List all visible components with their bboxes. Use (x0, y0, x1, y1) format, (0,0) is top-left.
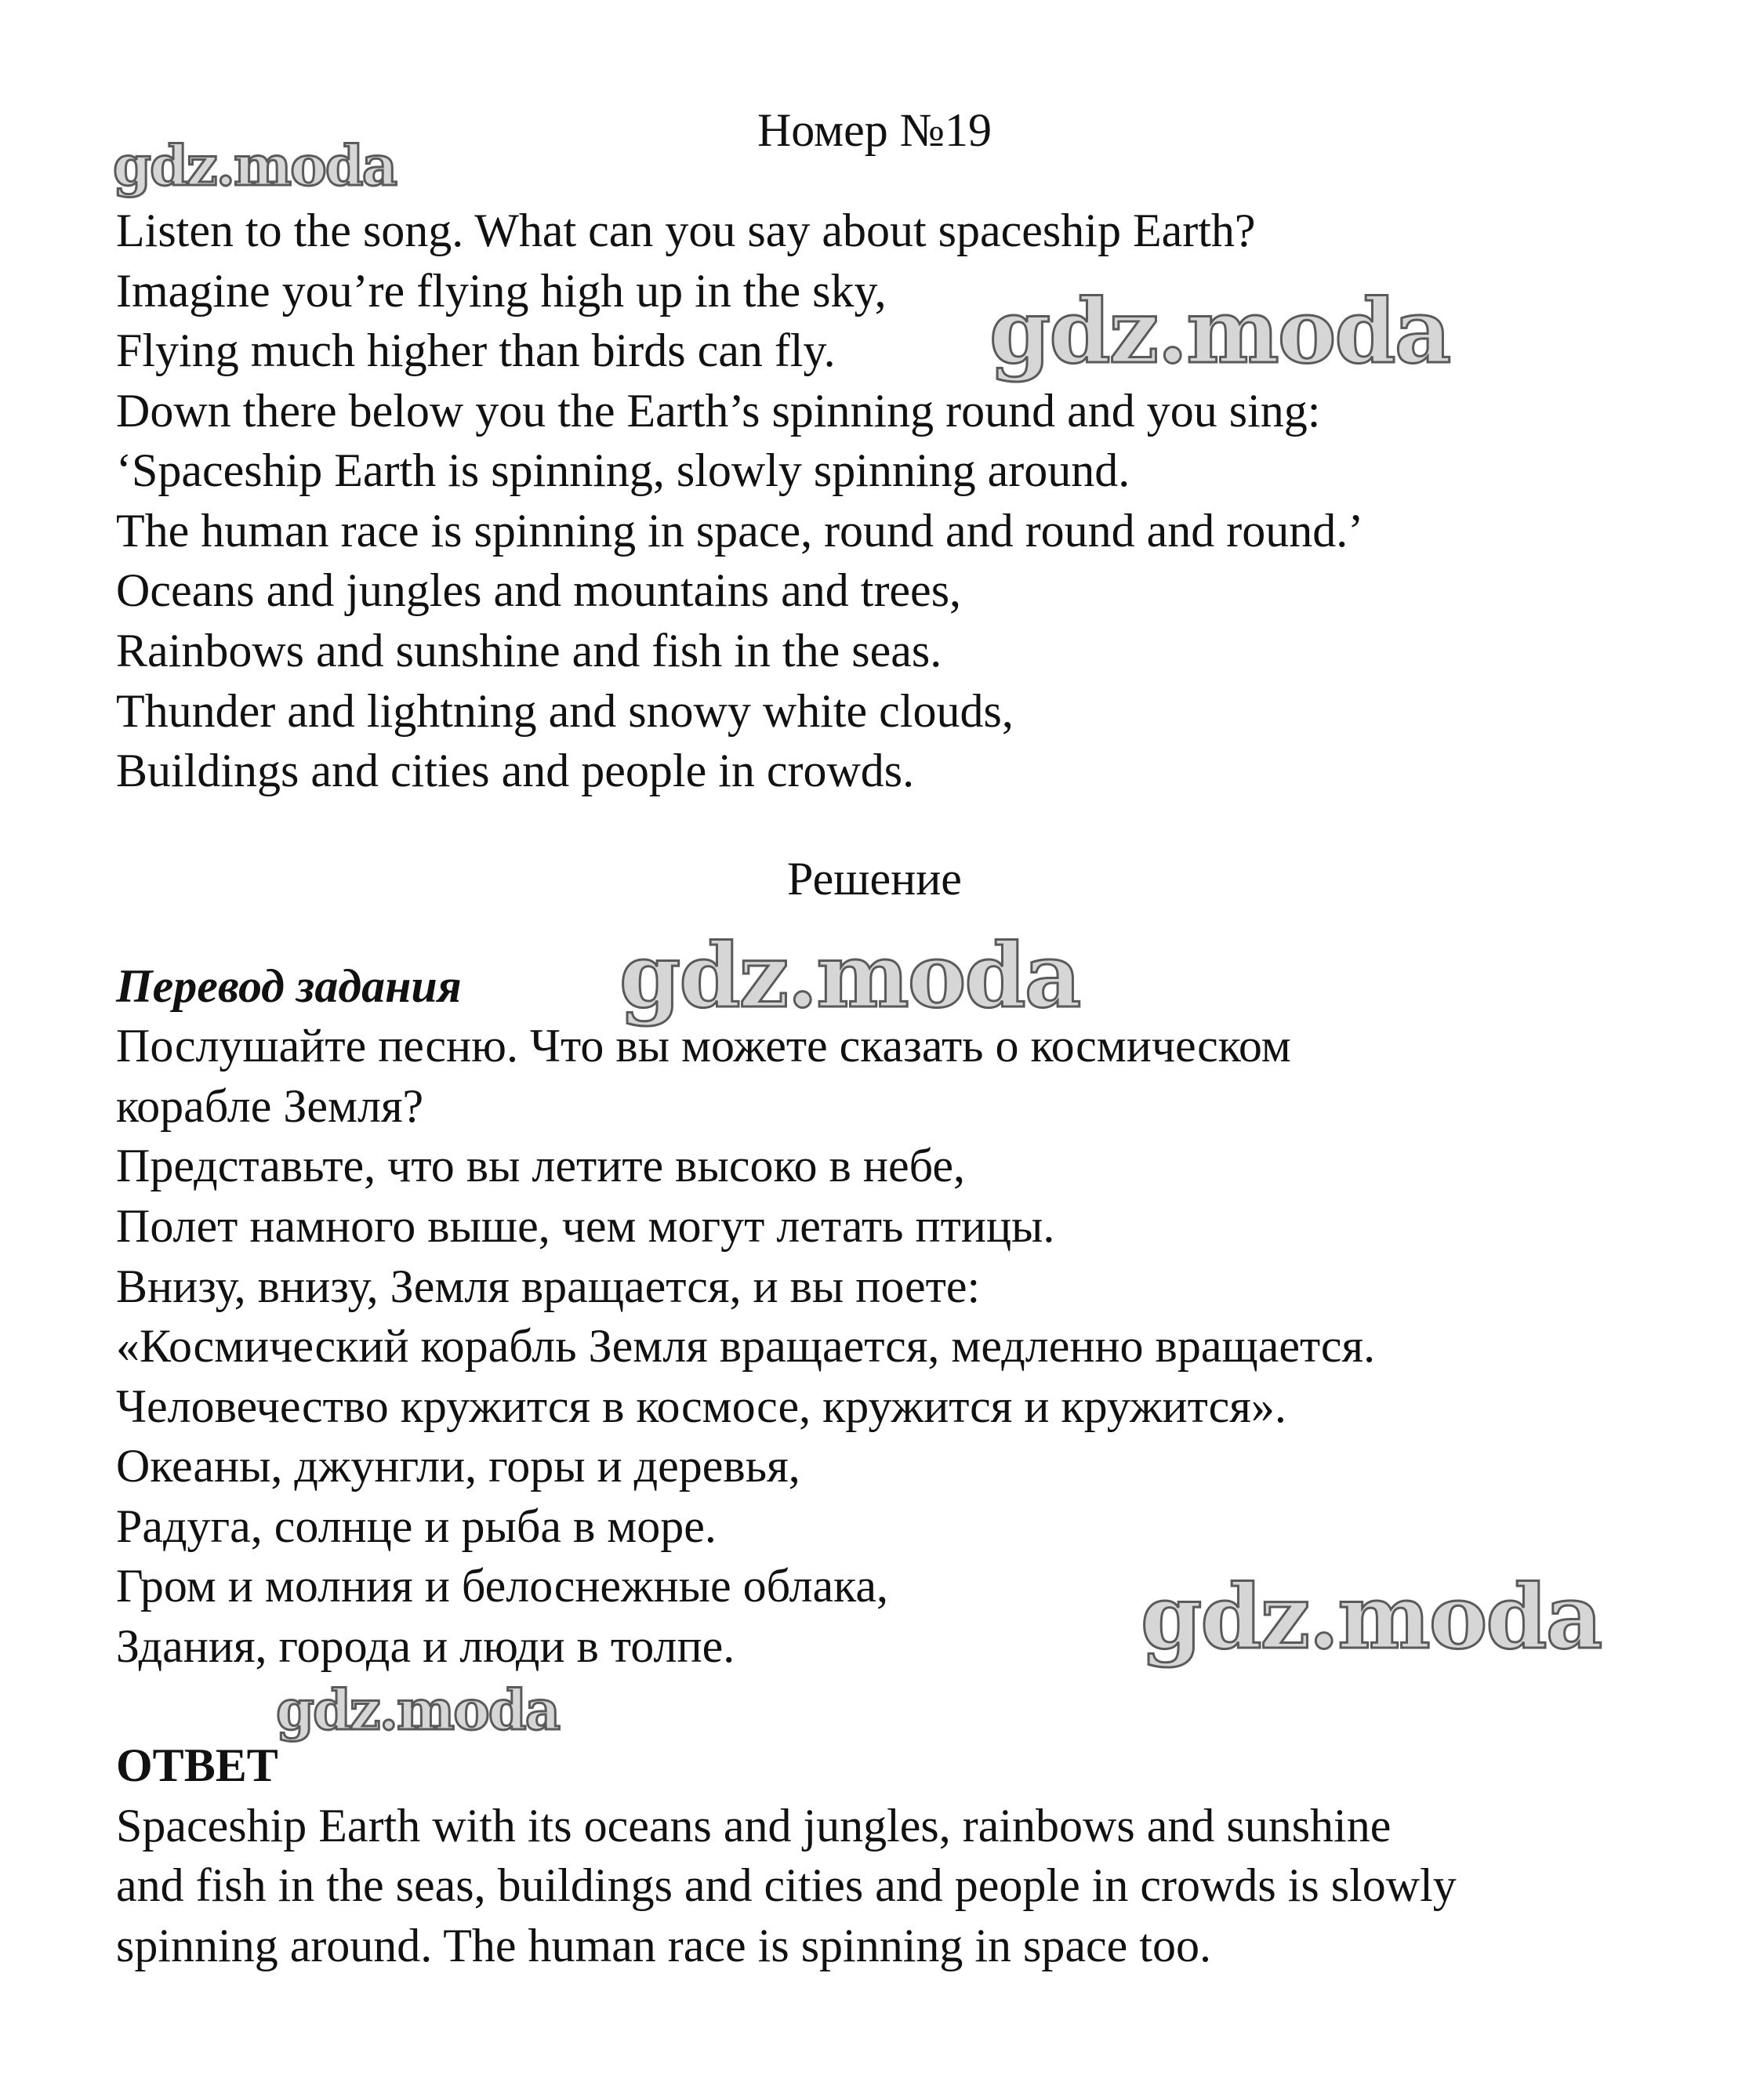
answer-heading: ОТВЕТ (116, 1739, 278, 1791)
task-line: Imagine you’re flying high up in the sky, (116, 265, 887, 317)
task-line: Buildings and cities and people in crowds. (116, 745, 915, 796)
translation-line: корабле Земля? (116, 1080, 424, 1132)
task-line: The human race is spinning in space, round and round and round.’ (116, 505, 1364, 557)
task-line: ‘Spaceship Earth is spinning, slowly spinning around. (116, 444, 1130, 496)
translation-line: «Космический корабль Земля вращается, медленно вращается. (116, 1320, 1376, 1372)
translation-line: Полет намного выше, чем могут летать птицы. (116, 1200, 1055, 1252)
translation-heading: Перевод задания (116, 960, 462, 1012)
watermark-logo: gdz.moda (113, 133, 397, 198)
answer-line: Spaceship Earth with its oceans and jungles, rainbows and sunshine (116, 1800, 1392, 1852)
watermark-logo: gdz.moda (276, 1677, 560, 1743)
task-line: Oceans and jungles and mountains and trees, (116, 564, 962, 616)
task-line: Listen to the song. What can you say about spaceship Earth? (116, 205, 1256, 256)
solution-heading: Решение (787, 853, 962, 905)
task-line: Flying much higher than birds can fly. (116, 325, 836, 376)
task-line: Rainbows and sunshine and fish in the seas. (116, 625, 942, 676)
answer-line: spinning around. The human race is spinning in space too. (116, 1920, 1211, 1971)
task-line: Thunder and lightning and snowy white clouds, (116, 685, 1014, 737)
answer-line: and fish in the seas, buildings and cities and people in crowds is slowly (116, 1859, 1457, 1911)
watermark-logo: gdz.moda (989, 281, 1450, 383)
translation-line: Океаны, джунгли, горы и деревья, (116, 1440, 800, 1492)
task-line: Down there below you the Earth’s spinning round and you sing: (116, 385, 1321, 437)
watermark-logo: gdz.moda (619, 925, 1080, 1028)
translation-line: Человечество кружится в космосе, кружится и кружится». (116, 1380, 1286, 1432)
translation-line: Радуга, солнце и рыба в море. (116, 1500, 717, 1552)
translation-line: Представьте, что вы летите высоко в небе, (116, 1140, 965, 1191)
translation-line: Гром и молния и белоснежные облака, (116, 1560, 889, 1612)
page-title: Номер №19 (757, 104, 992, 156)
watermark-logo: gdz.moda (1141, 1566, 1602, 1669)
translation-line: Здания, города и люди в толпе. (116, 1620, 735, 1672)
translation-line: Внизу, внизу, Земля вращается, и вы поете: (116, 1260, 981, 1312)
translation-line: Послушайте песню. Что вы можете сказать о космическом (116, 1020, 1291, 1072)
